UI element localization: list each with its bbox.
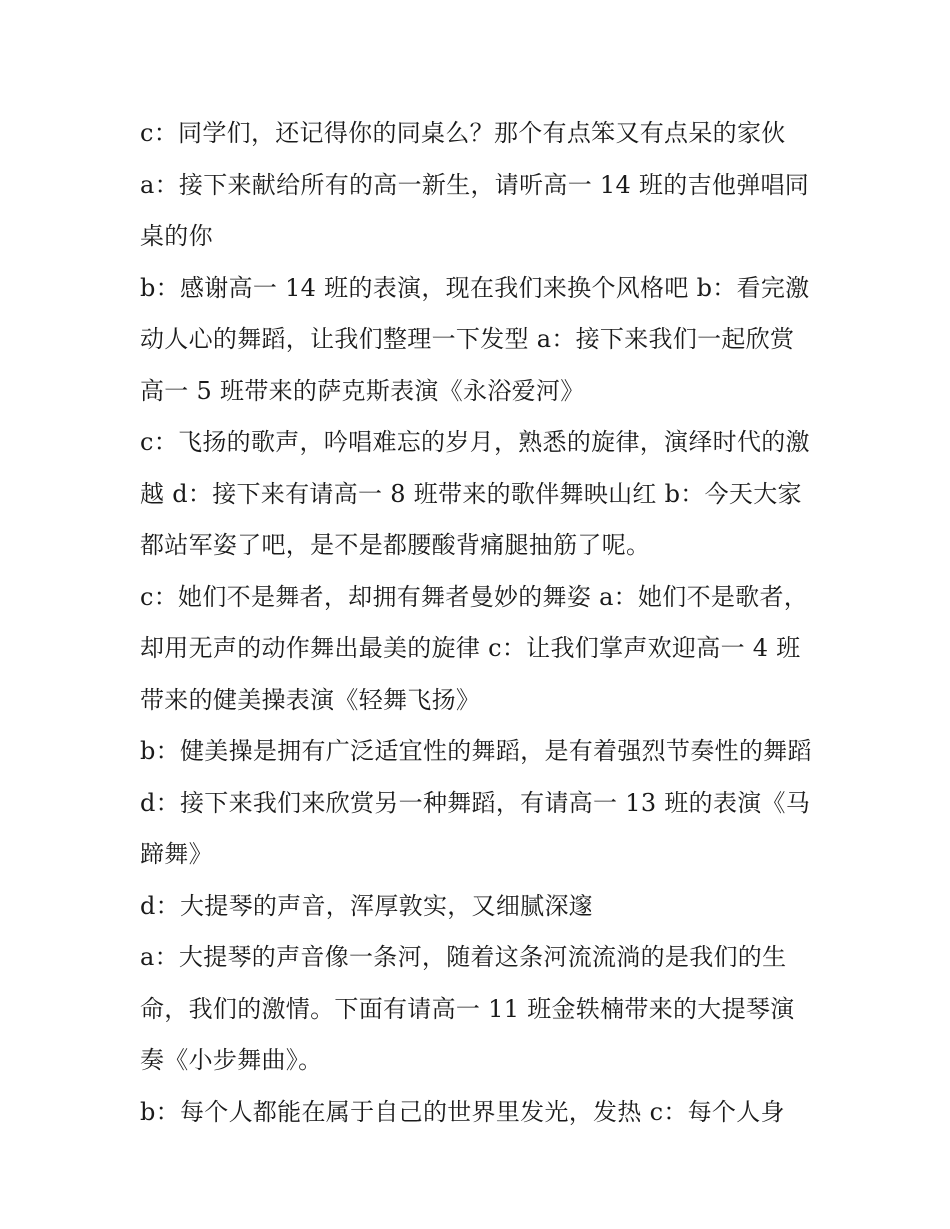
paragraph-4: c：飞扬的歌声，吟唱难忘的岁月，熟悉的旋律，演绎时代的激越 d：接下来有请高一 8 班带来的歌伴舞映山红 b：今天大家都站军姿了吧，是不是都腰酸背痛腿抽筋了呢。 xyxy=(140,428,810,559)
paragraph-8: a：大提琴的声音像一条河，随着这条河流流淌的是我们的生命，我们的激情。下面有请高一 11 班金轶楠带来的大提琴演奏《小步舞曲》。 xyxy=(140,943,795,1074)
paragraph-3: b：感谢高一 14 班的表演，现在我们来换个风格吧 b：看完激动人心的舞蹈，让我们整理一下发型 a：接下来我们一起欣赏高一 5 班带来的萨克斯表演《永浴爱河》 xyxy=(140,273,810,405)
document-body xyxy=(140,108,812,1138)
paragraph-9: b：每个人都能在属于自己的世界里发光，发热 c：每个人身 xyxy=(140,1097,785,1126)
paragraph-5: c：她们不是舞者，却拥有舞者曼妙的舞姿 a：她们不是歌者，却用无声的动作舞出最美的旋律 c：让我们掌声欢迎高一 4 班带来的健美操表演《轻舞飞扬》 xyxy=(140,582,809,714)
paragraph-2: a：接下来献给所有的高一新生，请听高一 14 班的吉他弹唱同桌的你 xyxy=(140,170,810,250)
paragraph-6: b：健美操是拥有广泛适宜性的舞蹈，是有着强烈节奏性的舞蹈 d：接下来我们来欣赏另一种舞蹈，有请高一 13 班的表演《马蹄舞》 xyxy=(140,737,812,868)
paragraph-7: d：大提琴的声音，浑厚敦实，又细腻深邃 xyxy=(140,891,594,920)
paragraph-1: c：同学们，还记得你的同桌么？那个有点笨又有点呆的家伙 xyxy=(140,119,786,147)
